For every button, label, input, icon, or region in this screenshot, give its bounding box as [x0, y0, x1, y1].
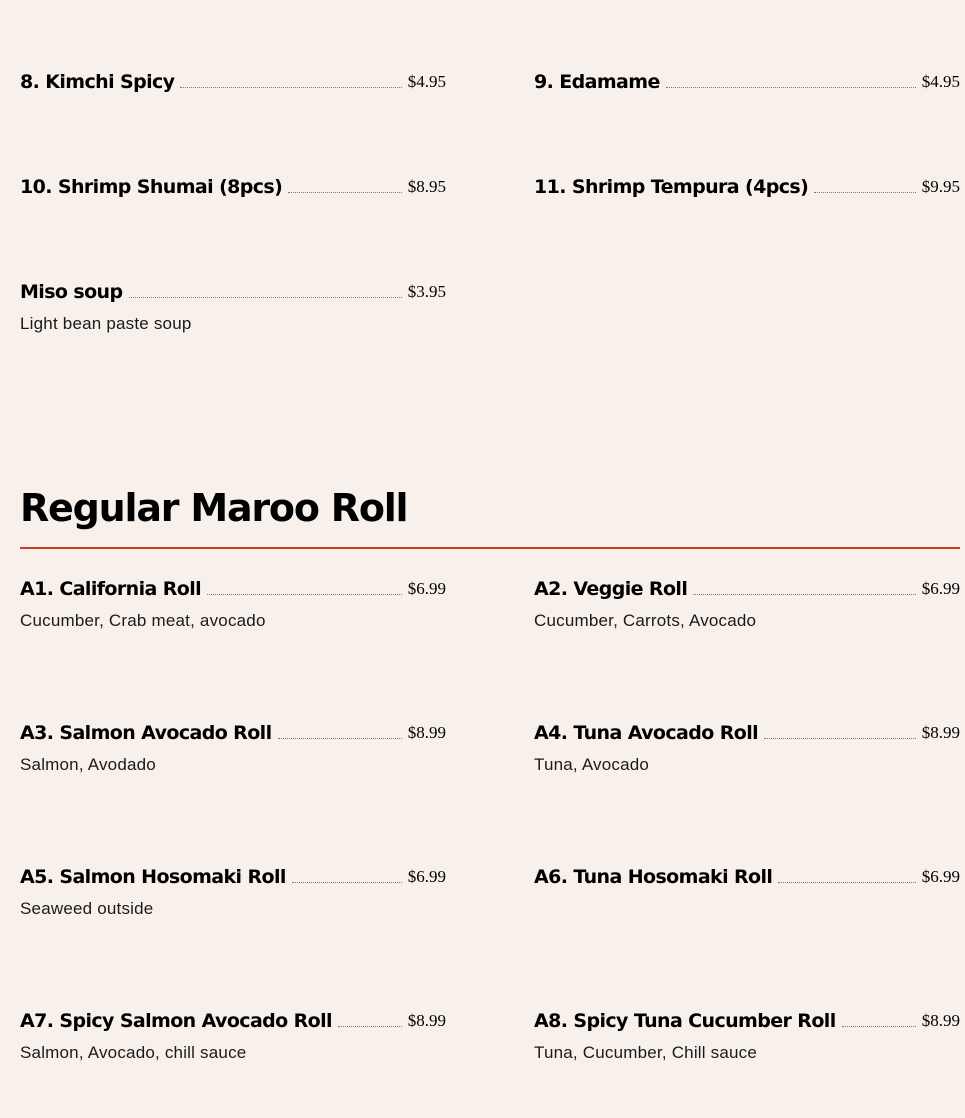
- menu-item-description: Light bean paste soup: [20, 314, 192, 333]
- section-divider: [20, 547, 960, 549]
- menu-item-price: $4.95: [921, 72, 960, 91]
- menu-item-row: [534, 717, 960, 745]
- menu-item-description: Tuna, Cucumber, Chill sauce: [534, 1043, 758, 1062]
- menu-item-name: A6. Tuna Hosomaki Roll: [534, 866, 773, 888]
- dotted-leader: [292, 881, 402, 883]
- menu-item-spicy-tuna-cucumber-roll: [534, 1005, 960, 1063]
- menu-item-row: [20, 861, 446, 889]
- menu-item-name: A4. Tuna Avocado Roll: [534, 722, 759, 744]
- dotted-leader: [666, 86, 916, 88]
- dotted-leader: [207, 593, 402, 595]
- menu-item-veggie-roll: [534, 573, 960, 631]
- menu-item-price: $8.99: [407, 1011, 446, 1030]
- menu-item-price: $6.99: [407, 579, 446, 598]
- dotted-leader: [764, 737, 916, 739]
- menu-item-price: $8.99: [921, 723, 960, 742]
- menu-item-tuna-hosomaki-roll: [534, 861, 960, 889]
- menu-item-description: Cucumber, Carrots, Avocado: [534, 611, 757, 630]
- dotted-leader: [338, 1025, 402, 1027]
- menu-item-description: Salmon, Avodado: [20, 755, 156, 774]
- menu-item-row: [20, 1005, 446, 1033]
- menu-item-row: [20, 66, 446, 94]
- menu-item-name: A1. California Roll: [20, 578, 202, 600]
- menu-item-name: Miso soup: [20, 281, 123, 303]
- menu-item-price: $6.99: [921, 867, 960, 886]
- menu-item-spicy-salmon-avocado-roll: [20, 1005, 446, 1063]
- menu-item-name: 11. Shrimp Tempura (4pcs): [534, 176, 809, 198]
- menu-item-price: $8.99: [407, 723, 446, 742]
- menu-item-price: $3.95: [407, 282, 446, 301]
- menu-item-kimchi-spicy: [20, 66, 446, 94]
- menu-item-name: 8. Kimchi Spicy: [20, 71, 175, 93]
- menu-item-tuna-avocado-roll: [534, 717, 960, 775]
- menu-item-name: A7. Spicy Salmon Avocado Roll: [20, 1010, 332, 1032]
- menu-item-miso-soup: [20, 276, 446, 334]
- menu-item-row: [534, 1005, 960, 1033]
- menu-item-california-roll: [20, 573, 446, 631]
- menu-item-shrimp-shumai: [20, 171, 446, 199]
- menu-item-row: [534, 171, 960, 199]
- menu-item-price: $8.95: [407, 177, 446, 196]
- dotted-leader: [288, 191, 402, 193]
- menu-item-price: $9.95: [921, 177, 960, 196]
- dotted-leader: [129, 296, 402, 298]
- menu-item-row: [20, 171, 446, 199]
- dotted-leader: [814, 191, 916, 193]
- menu-item-description: Seaweed outside: [20, 899, 154, 918]
- menu-item-name: 10. Shrimp Shumai (8pcs): [20, 176, 283, 198]
- menu-item-description: Cucumber, Crab meat, avocado: [20, 611, 266, 630]
- menu-item-shrimp-tempura: [534, 171, 960, 199]
- menu-item-name: A8. Spicy Tuna Cucumber Roll: [534, 1010, 836, 1032]
- dotted-leader: [693, 593, 916, 595]
- dotted-leader: [842, 1025, 916, 1027]
- menu-item-price: $6.99: [407, 867, 446, 886]
- menu-item-row: [20, 573, 446, 601]
- menu-item-salmon-avocado-roll: [20, 717, 446, 775]
- menu-item-name: A2. Veggie Roll: [534, 578, 688, 600]
- dotted-leader: [180, 86, 401, 88]
- menu-item-name: 9. Edamame: [534, 71, 660, 93]
- menu-item-name: A5. Salmon Hosomaki Roll: [20, 866, 286, 888]
- menu-item-edamame: [534, 66, 960, 94]
- menu-item-price: $8.99: [921, 1011, 960, 1030]
- menu-item-row: [534, 861, 960, 889]
- menu-item-price: $4.95: [407, 72, 446, 91]
- menu-item-description: Salmon, Avocado, chill sauce: [20, 1043, 247, 1062]
- menu-item-row: [534, 573, 960, 601]
- dotted-leader: [778, 881, 915, 883]
- menu-item-salmon-hosomaki-roll: [20, 861, 446, 919]
- menu-item-name: A3. Salmon Avocado Roll: [20, 722, 272, 744]
- menu-item-description: Tuna, Avocado: [534, 755, 650, 774]
- menu-item-row: [534, 66, 960, 94]
- menu-item-row: [20, 276, 446, 304]
- menu-item-row: [20, 717, 446, 745]
- dotted-leader: [278, 737, 402, 739]
- section-title: Regular Maroo Roll: [20, 486, 408, 530]
- menu-item-price: $6.99: [921, 579, 960, 598]
